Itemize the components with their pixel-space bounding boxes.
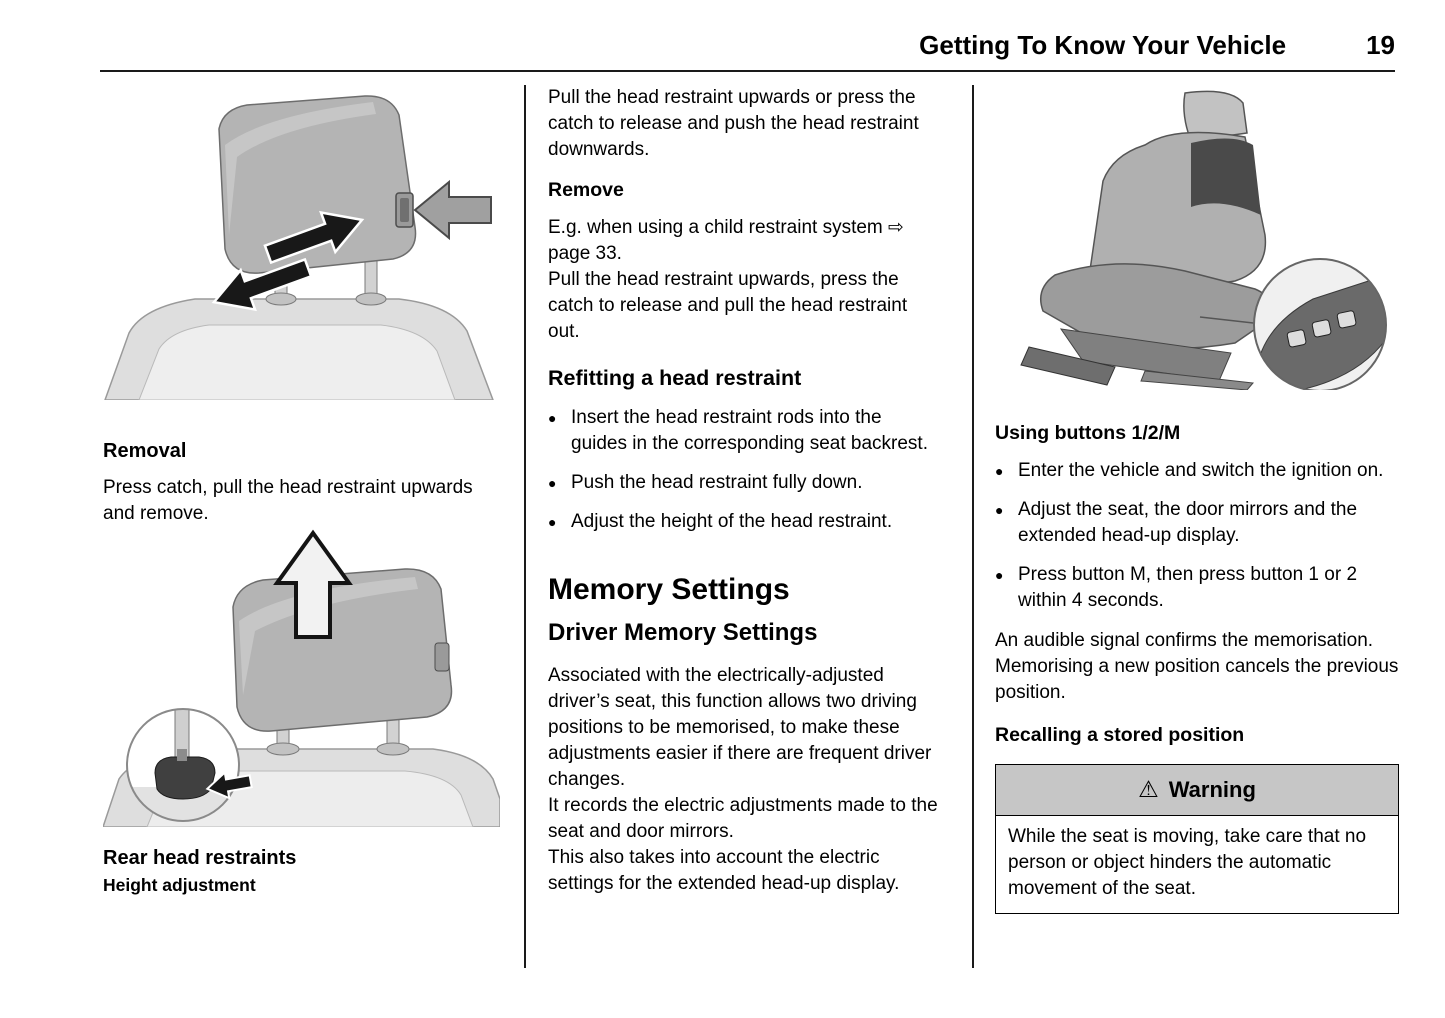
head-restraint-removal-illustration: [103, 85, 500, 400]
driver-memory-paragraph-3: This also takes into account the electric settings for the extended head-up display.: [548, 847, 900, 894]
column-divider-right: [972, 85, 974, 968]
remove-reference-paragraph: E.g. when using a child restraint system ⇨ page 33.: [548, 217, 904, 264]
refitting-heading: Refitting a head restraint: [548, 366, 802, 390]
refitting-steps-list: [548, 405, 941, 535]
warning-title: Warning: [1168, 777, 1256, 802]
warning-text: While the seat is moving, take care that no person or object hinders the automatic movement of the seat.: [995, 816, 1399, 914]
removal-caption: Removal: [103, 440, 187, 462]
driver-seat-drawing: [995, 85, 1399, 390]
driver-memory-paragraph-1: Associated with the electrically-adjusted driver’s seat, this function allows two driving positions to be memorised, to make these adjustments easier if there are frequent driver changes.: [548, 665, 932, 790]
catch-press-arrow-icon: [415, 182, 491, 238]
audible-signal-paragraph: An audible signal confirms the memorisation. Memorising a new position cancels the previous position.: [995, 630, 1399, 703]
memory-store-steps-list: [995, 458, 1399, 614]
list-item: ● Insert the head restraint rods into the guides in the corresponding seat backrest.: [548, 405, 941, 457]
pull-restraint-paragraph: Pull the head restraint upwards or press the catch to release and push the head restraint downwards.: [548, 87, 919, 160]
head-restraint-removal-drawing: [103, 85, 500, 400]
list-item: ● Push the head restraint fully down.: [548, 470, 941, 496]
list-item: ● Enter the vehicle and switch the ignition on.: [995, 458, 1399, 484]
right-column: [995, 85, 1399, 914]
seat: [1021, 91, 1271, 390]
remove-heading: Remove: [548, 179, 624, 201]
warning-icon: ⚠: [1138, 776, 1159, 802]
driver-memory-settings-heading: Driver Memory Settings: [548, 619, 818, 646]
recalling-heading: Recalling a stored position: [995, 724, 1245, 746]
list-item: ● Adjust the seat, the door mirrors and the extended head-up display.: [995, 497, 1399, 549]
driver-memory-paragraph-2: It records the electric adjustments made to the seat and door mirrors.: [548, 795, 938, 842]
page-header: [100, 30, 1395, 61]
page-number: 19: [1366, 30, 1395, 60]
header-rule: [100, 70, 1395, 72]
page-title: Getting To Know Your Vehicle: [919, 30, 1287, 60]
seat-memory-buttons-illustration: [995, 85, 1399, 390]
memory-button-m: [1337, 310, 1357, 328]
rear-head-restraints-caption: Rear head restraints: [103, 847, 297, 869]
list-item: ● Press button M, then press button 1 or 2 within 4 seconds.: [995, 562, 1399, 614]
using-buttons-heading: Using buttons 1/2/M: [995, 422, 1181, 444]
warning-box: [995, 764, 1399, 914]
rear-head-restraint-drawing: [103, 527, 500, 827]
remove-instructions-paragraph: Pull the head restraint upwards, press the catch to release and pull the head restraint out.: [548, 269, 908, 342]
middle-column: [548, 85, 941, 897]
warning-header: [995, 764, 1399, 816]
memory-button-1: [1287, 329, 1307, 347]
rear-head-restraint-illustration: [103, 527, 500, 827]
memory-button-2: [1312, 319, 1332, 337]
removal-text: Press catch, pull the head restraint upwards and remove.: [103, 477, 473, 524]
list-item: ● Adjust the height of the head restraint.: [548, 509, 941, 535]
left-column: [103, 85, 500, 898]
seat-top: [105, 299, 493, 400]
height-adjustment-caption: Height adjustment: [103, 875, 256, 895]
head-restraint: [233, 569, 452, 731]
memory-buttons-inset: [1254, 259, 1395, 390]
column-divider-left: [524, 85, 526, 968]
memory-settings-heading: Memory Settings: [548, 573, 790, 606]
